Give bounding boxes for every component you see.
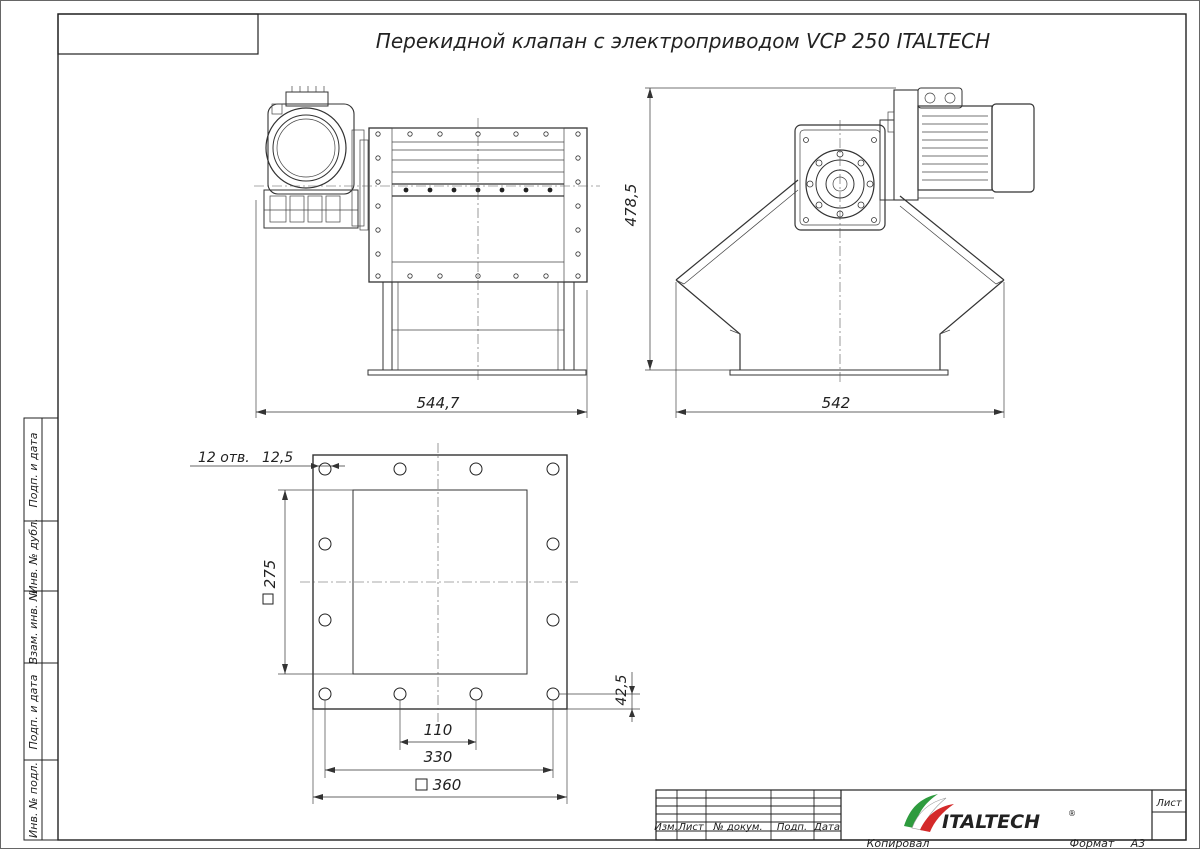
hole-diameter: 12,5 bbox=[262, 450, 294, 466]
italtech-logo bbox=[904, 794, 1076, 833]
logo-text: ITALTECH bbox=[942, 811, 1041, 833]
title-block bbox=[654, 790, 1186, 849]
dim-side-height: 478,5 bbox=[622, 183, 640, 227]
stamp-cell-5: Инв. № подл. bbox=[27, 762, 40, 838]
dim-inner-square: 275 bbox=[261, 559, 279, 589]
stamp-cell-2: Инв. № дубл. bbox=[27, 518, 40, 594]
dim-hole-pitch: 110 bbox=[423, 721, 453, 739]
dim-edge-offset: 42,5 bbox=[614, 674, 630, 706]
dim-outer-square: 360 bbox=[432, 776, 462, 794]
front-view bbox=[254, 86, 600, 418]
outer-frame bbox=[1, 1, 1200, 849]
logo-registered: ® bbox=[1068, 809, 1076, 818]
drawing-frame bbox=[58, 14, 1186, 840]
top-left-stamp-box bbox=[58, 14, 258, 54]
tb-col-date: Дата bbox=[814, 822, 840, 833]
side-stamp bbox=[24, 418, 58, 840]
tb-col-doc: № докум. bbox=[713, 822, 763, 833]
stamp-cell-1: Подп. и дата bbox=[27, 432, 40, 508]
side-view bbox=[622, 88, 1034, 418]
tb-copied-label: Копировал bbox=[866, 837, 930, 849]
tb-sheet-label: Лист bbox=[1156, 798, 1182, 809]
tb-format-label: Формат bbox=[1069, 837, 1115, 849]
stamp-cell-3: Взам. инв. № bbox=[27, 589, 40, 665]
flange-view bbox=[190, 443, 640, 804]
drawing-title: Перекидной клапан с электроприводом VCP 250 ITALTECH bbox=[375, 29, 991, 53]
tb-format-value: А3 bbox=[1130, 837, 1146, 849]
holes-count: 12 отв. bbox=[198, 450, 250, 466]
tb-col-sign: Подп. bbox=[776, 822, 808, 833]
stamp-cell-4: Подп. и дата bbox=[27, 674, 40, 750]
dim-front-width: 544,7 bbox=[416, 394, 460, 412]
tb-col-list: Лист bbox=[678, 822, 704, 833]
dim-side-width: 542 bbox=[821, 394, 851, 412]
dim-hole-span: 330 bbox=[423, 748, 453, 766]
tb-col-izm: Изм. bbox=[654, 822, 678, 833]
